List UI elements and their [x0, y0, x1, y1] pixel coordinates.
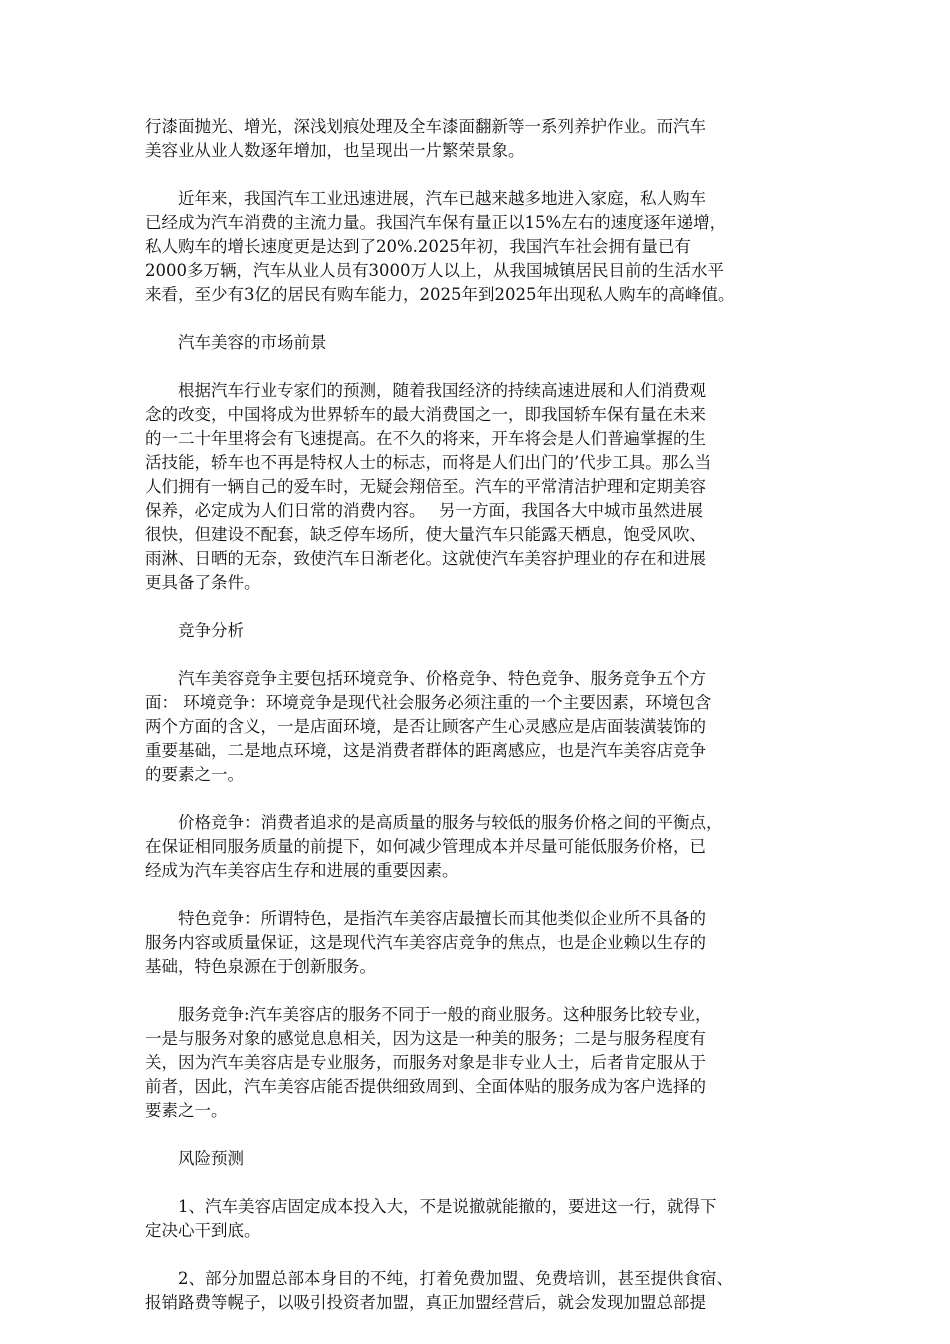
section-heading-risk: 风险预测 [178, 1149, 244, 1168]
paragraph-risk-1: 1、汽车美容店固定成本投入大，不是说撤就能撤的，要进这一行，就得下 定决心干到底。 [145, 1197, 717, 1240]
paragraph-continuation: 行漆面抛光、增光，深浅划痕处理及全车漆面翻新等一系列养护作业。而汽车 美容业从业人数逐年增加，也呈现出一片繁荣景象。 [145, 117, 706, 160]
section-heading-competition: 竞争分析 [178, 621, 244, 640]
paragraph-risk-2: 2、部分加盟总部本身目的不纯，打着免费加盟、免费培训，甚至提供食宿、 报销路费等幌子，以吸引投资者加盟，真正加盟经营后，就会发现加盟总部提 [145, 1269, 733, 1312]
paragraph-industry-growth: 近年来，我国汽车工业迅速进展，汽车已越来越多地进入家庭，私人购车 已经成为汽车消费的主流力量。我国汽车保有量正以15%左右的速度逐年递增， 私人购车的增长速度更是达到了20%.2025年初，我国汽车社会拥有量已有 2000多万辆，汽车从业人员有3000万人以上，从我国城镇居民目前的生活水平 来看，至少有3亿的居民有购车能力，2025年到2025年出现私人购车的高峰值。 [145, 189, 735, 304]
paragraph-price-competition: 价格竞争：消费者追求的是高质量的服务与较低的服务价格之间的平衡点， 在保证相同服务质量的前提下，如何减少管理成本并尽量可能低服务价格，已 经成为汽车美容店生存和进展的重要因素。 [145, 813, 723, 880]
paragraph-service-competition: 服务竞争:汽车美容店的服务不同于一般的商业服务。这种服务比较专业， 一是与服务对象的感觉息息相关，因为这是一种美的服务；二是与服务程度有 关，因为汽车美容店是专业服务，而服务对象是非专业人士，后者肯定服从于 前者，因此，汽车美容店能否提供细致周到、全面体贴的服务成为客户选择的 要素之一。 [145, 1005, 712, 1120]
document-page [145, 115, 805, 1339]
paragraph-feature-competition: 特色竞争：所谓特色，是指汽车美容店最擅长而其他类似企业所不具备的 服务内容或质量保证，这是现代汽车美容店竞争的焦点，也是企业赖以生存的 基础，特色泉源在于创新服务。 [145, 909, 706, 976]
paragraph-market-prospect: 根据汽车行业专家们的预测，随着我国经济的持续高速进展和人们消费观 念的改变，中国将成为世界轿车的最大消费国之一，即我国轿车保有量在未来 的一二十年里将会有飞速提高。在不久的将来，开车将会是人们普遍掌握的生 活技能，轿车也不再是特权人士的标志，而将是人们出门的’代步工具。那么当 人们拥有一辆自己的爱车时，无疑会翔倍至。汽车的平常清洁护理和定期美容 保养，必定成为人们日常的消费内容。 另一方面，我国各大中城市虽然进展 很快，但建设不配套，缺乏停车场所，使大量汽车只能露天栖息，饱受风吹、 雨淋、日晒的无奈，致使汽车日渐老化。这就使汽车美容护理业的存在和进展 更具备了条件。 [145, 381, 712, 592]
paragraph-competition-overview: 汽车美容竞争主要包括环境竞争、价格竞争、特色竞争、服务竞争五个方 面： 环境竞争：环境竞争是现代社会服务必须注重的一个主要因素，环境包含 两个方面的含义，一是店面环境，是否让顾客产生心灵感应是店面装潢装饰的 重要基础，二是地点环境，这是消费者群体的距离感应，也是汽车美容店竞争 的要素之一。 [145, 669, 712, 784]
section-heading-market-prospect: 汽车美容的市场前景 [178, 333, 327, 352]
